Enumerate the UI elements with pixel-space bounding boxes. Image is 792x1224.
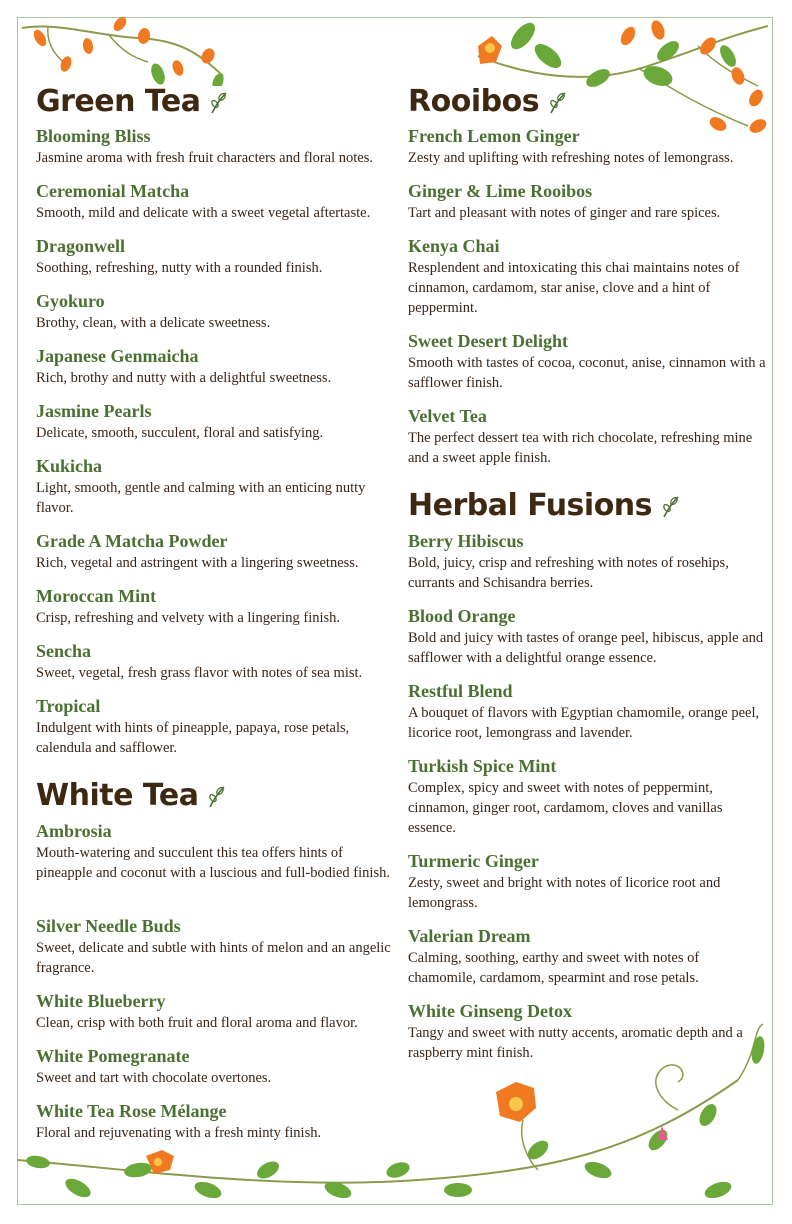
item-name: Sencha	[36, 641, 92, 661]
menu-item	[408, 851, 768, 913]
menu-item	[36, 1101, 392, 1143]
item-description: Mouth-watering and succulent this tea offers hints of pineapple and coconut with a luscious and full-bodied finish.	[36, 845, 390, 881]
item-name: Blooming Bliss	[36, 126, 151, 146]
item-name: Berry Hibiscus	[408, 531, 524, 551]
item-description: Indulgent with hints of pineapple, papaya, rose petals, calendula and safflower.	[36, 720, 350, 756]
item-description: Light, smooth, gentle and calming with an enticing nutty flavor.	[36, 480, 366, 516]
item-description: Soothing, refreshing, nutty with a rounded finish.	[36, 260, 323, 276]
item-name: Valerian Dream	[408, 926, 531, 946]
menu-item	[36, 291, 392, 333]
menu-item	[36, 641, 392, 683]
item-name: Ambrosia	[36, 821, 112, 841]
vine-top-left-decoration	[18, 16, 228, 86]
item-name: Japanese Genmaicha	[36, 346, 199, 366]
menu-item	[408, 606, 768, 668]
item-name: Tropical	[36, 696, 101, 716]
menu-item	[408, 181, 768, 223]
item-description: Smooth with tastes of cocoa, coconut, anise, cinnamon with a safflower finish.	[408, 355, 766, 391]
section-title-green-tea: Green Tea	[36, 84, 228, 120]
item-name: White Pomegranate	[36, 1046, 190, 1066]
item-description: Tangy and sweet with nutty accents, aromatic depth and a raspberry mint finish.	[408, 1025, 743, 1061]
leaf-sprig-icon	[660, 495, 680, 519]
leaf-sprig-icon	[547, 91, 567, 115]
item-name: Silver Needle Buds	[36, 916, 181, 936]
item-description: Zesty, sweet and bright with notes of licorice root and lemongrass.	[408, 875, 721, 911]
item-name: Dragonwell	[36, 236, 125, 256]
leaf-sprig-icon	[206, 785, 226, 809]
item-name: Grade A Matcha Powder	[36, 531, 228, 551]
item-name: Velvet Tea	[408, 406, 487, 426]
item-name: French Lemon Ginger	[408, 126, 580, 146]
item-name: Sweet Desert Delight	[408, 331, 568, 351]
item-description: Sweet and tart with chocolate overtones.	[36, 1070, 272, 1086]
section-title-white-tea: White Tea	[36, 778, 226, 814]
menu-item	[408, 1001, 768, 1063]
menu-item	[36, 126, 392, 168]
menu-item	[36, 456, 392, 518]
item-description: Smooth, mild and delicate with a sweet vegetal aftertaste.	[36, 205, 371, 221]
section-title-herbal-fusions: Herbal Fusions	[408, 488, 680, 524]
item-description: Rich, brothy and nutty with a delightful sweetness.	[36, 370, 332, 386]
menu-item	[408, 126, 768, 168]
item-description: Sweet, delicate and subtle with hints of melon and an angelic fragrance.	[36, 940, 391, 976]
item-name: Ceremonial Matcha	[36, 181, 190, 201]
item-description: Complex, spicy and sweet with notes of peppermint, cinnamon, ginger root, cardamom, cloves and vanillas essence.	[408, 780, 723, 836]
item-description: A bouquet of flavors with Egyptian chamomile, orange peel, licorice root, lemongrass and lavender.	[408, 705, 760, 741]
item-description: Rich, vegetal and astringent with a lingering sweetness.	[36, 555, 359, 571]
item-description: Crisp, refreshing and velvety with a lingering finish.	[36, 610, 341, 626]
item-name: Turmeric Ginger	[408, 851, 539, 871]
item-name: Restful Blend	[408, 681, 513, 701]
item-name: Gyokuro	[36, 291, 105, 311]
menu-item	[36, 991, 392, 1033]
item-name: Ginger & Lime Rooibos	[408, 181, 593, 201]
item-name: Blood Orange	[408, 606, 516, 626]
item-name: Moroccan Mint	[36, 586, 157, 606]
item-name: White Ginseng Detox	[408, 1001, 572, 1021]
menu-item	[408, 236, 768, 318]
item-description: Bold, juicy, crisp and refreshing with notes of rosehips, currants and Schisandra berries.	[408, 555, 729, 591]
item-description: Floral and rejuvenating with a fresh minty finish.	[36, 1125, 322, 1141]
section-title-rooibos: Rooibos	[408, 84, 567, 120]
menu-item	[36, 401, 392, 443]
menu-item	[36, 346, 392, 388]
menu-item	[36, 916, 392, 978]
item-description: Sweet, vegetal, fresh grass flavor with notes of sea mist.	[36, 665, 363, 681]
item-description: Tart and pleasant with notes of ginger and rare spices.	[408, 205, 721, 221]
item-description: Jasmine aroma with fresh fruit characters and floral notes.	[36, 150, 373, 166]
menu-item	[408, 406, 768, 468]
leaf-sprig-icon	[208, 91, 228, 115]
menu-item	[408, 756, 768, 838]
item-name: Kenya Chai	[408, 236, 500, 256]
menu-item	[408, 531, 768, 593]
item-name: White Blueberry	[36, 991, 166, 1011]
item-description: Brothy, clean, with a delicate sweetness.	[36, 315, 271, 331]
item-description: Delicate, smooth, succulent, floral and satisfying.	[36, 425, 324, 441]
item-description: The perfect dessert tea with rich chocolate, refreshing mine and a sweet apple finish.	[408, 430, 753, 466]
menu-item	[408, 331, 768, 393]
item-description: Calming, soothing, earthy and sweet with notes of chamomile, cardamom, spearmint and rose petals.	[408, 950, 700, 986]
menu-item	[408, 926, 768, 988]
item-name: Kukicha	[36, 456, 103, 476]
menu-item	[36, 696, 392, 758]
item-name: Jasmine Pearls	[36, 401, 152, 421]
item-description: Clean, crisp with both fruit and floral aroma and flavor.	[36, 1015, 358, 1031]
menu-item	[36, 181, 392, 223]
menu-item	[408, 681, 768, 743]
item-name: Turkish Spice Mint	[408, 756, 557, 776]
item-description: Bold and juicy with tastes of orange peel, hibiscus, apple and safflower with a delightful orange essence.	[408, 630, 764, 666]
menu-item	[36, 236, 392, 278]
item-description: Resplendent and intoxicating this chai maintains notes of cinnamon, cardamom, star anise, clove and a hint of peppermint.	[408, 260, 740, 316]
item-name: White Tea Rose Mélange	[36, 1101, 227, 1121]
menu-item	[36, 821, 392, 883]
menu-item	[36, 531, 392, 573]
menu-item	[36, 1046, 392, 1088]
menu-item	[36, 586, 392, 628]
item-description: Zesty and uplifting with refreshing notes of lemongrass.	[408, 150, 734, 166]
